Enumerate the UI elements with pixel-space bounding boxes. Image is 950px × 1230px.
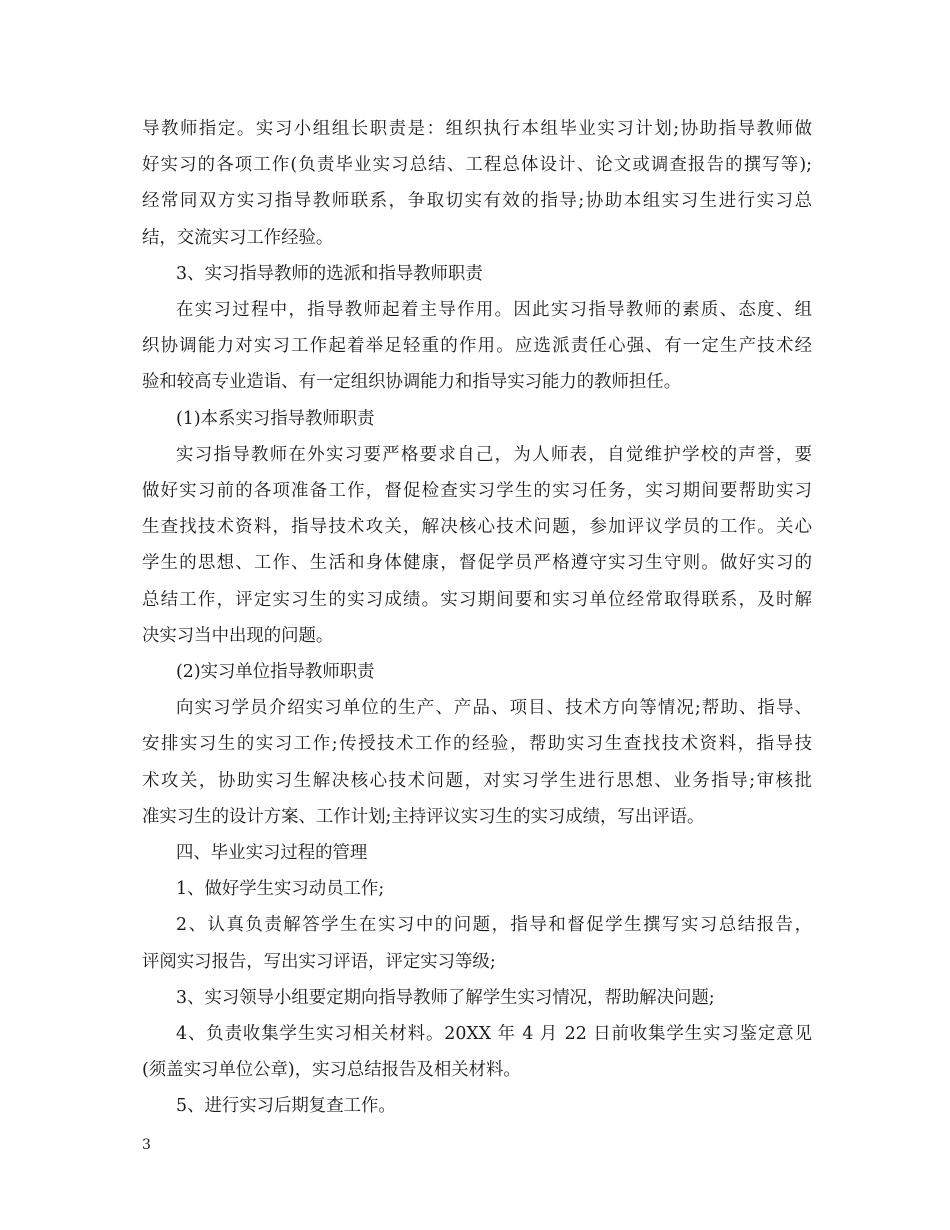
text-line: 决实习当中出现的问题。 [142, 625, 334, 646]
text-line: 导教师指定。实习小组组长职责是：组织执行本组毕业实习计划;协助指导教师做 [142, 119, 812, 139]
text-line: 在实习过程中，指导教师起着主导作用。因此实习指导教师的素质、态度、组 [176, 300, 812, 320]
text-line: 结，交流实习工作经验。 [142, 227, 334, 248]
text-line: 4、负责收集学生实习相关材料。20XX 年 4 月 22 日前收集学生实习鉴定意见 [176, 1024, 812, 1044]
text-line: 好实习的各项工作(负责毕业实习总结、工程总体设计、论文或调查报告的撰写等); [142, 155, 812, 176]
text-line: 1、做好学生实习动员工作; [176, 879, 385, 900]
text-line: 评阅实习报告，写出实习评语，评定实习等级; [142, 951, 496, 972]
text-line: 5、进行实习后期复查工作。 [176, 1096, 396, 1117]
text-line: 实习指导教师在外实习要严格要求自己，为人师表，自觉维护学校的声誉，要 [176, 444, 812, 465]
text-line: 验和较高专业造诣、有一定组织协调能力和指导实习能力的教师担任。 [142, 372, 682, 393]
text-line: 3、实习领导小组要定期向指导教师了解学生实习情况，帮助解决问题; [176, 987, 715, 1008]
text-line: 准实习生的设计方案、工作计划;主持评议实习生的实习成绩，写出评语。 [142, 806, 705, 827]
text-line: 向实习学员介绍实习单位的生产、产品、项目、技术方向等情况;帮助、指导、 [176, 698, 812, 719]
page-number: 3 [142, 1137, 151, 1153]
text-line: 生查找技术资料，指导技术攻关，解决核心技术问题，参加评议学员的工作。关心 [142, 517, 812, 538]
text-line: 织协调能力对实习工作起着举足轻重的作用。应选派责任心强、有一定生产技术经 [142, 336, 812, 357]
text-line: 经常同双方实习指导教师联系，争取切实有效的指导;协助本组实习生进行实习总 [142, 191, 812, 212]
text-line: (须盖实习单位公章)，实习总结报告及相关材料。 [142, 1060, 521, 1081]
text-line: 术攻关，协助实习生解决核心技术问题，对实习学生进行思想、业务指导;审核批 [142, 770, 812, 791]
section-heading: (2)实习单位指导教师职责 [176, 662, 375, 682]
text-line: 做好实习前的各项准备工作，督促检查实习学生的实习任务，实习期间要帮助实习 [142, 481, 812, 501]
text-line: 安排实习生的实习工作;传授技术工作的经验，帮助实习生查找技术资料，指导技 [142, 734, 812, 755]
section-heading: (1)本系实习指导教师职责 [176, 408, 375, 429]
section-heading: 四、毕业实习过程的管理 [176, 843, 368, 863]
text-line: 2、认真负责解答学生在实习中的问题，指导和督促学生撰写实习总结报告， [176, 915, 812, 936]
text-line: 总结工作，评定实习生的实习成绩。实习期间要和实习单位经常取得联系，及时解 [142, 589, 812, 610]
text-line: 学生的思想、工作、生活和身体健康，督促学员严格遵守实习生守则。做好实习的 [142, 553, 812, 574]
section-heading: 3、实习指导教师的选派和指导教师职责 [176, 263, 483, 284]
